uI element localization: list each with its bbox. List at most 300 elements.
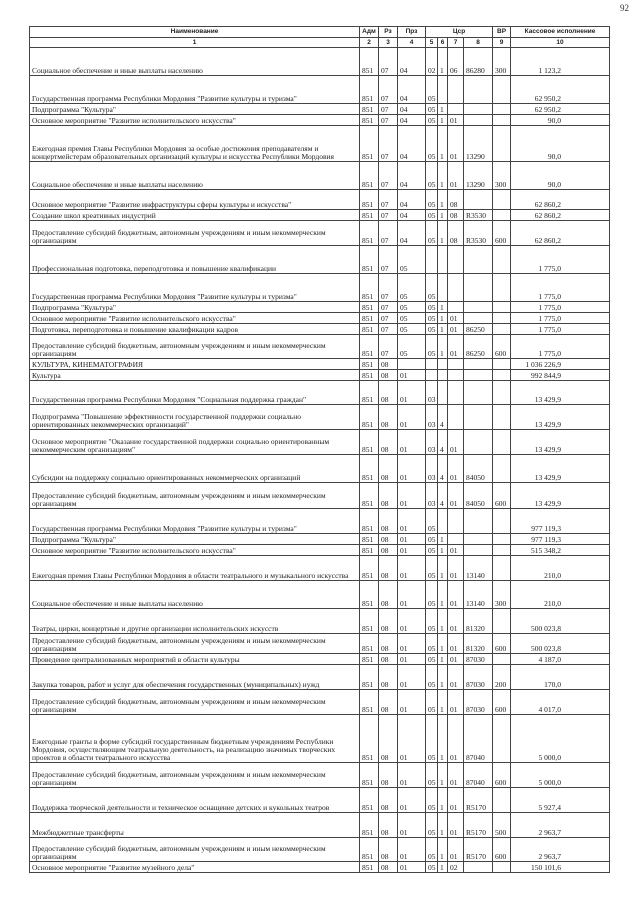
row-csr-direction: 86250 [464,324,493,335]
table-row [30,48,610,76]
column-number: 1 [30,38,360,48]
row-csr-direction [464,302,493,313]
row-vr: 300 [493,162,511,190]
row-amount: 2 963,7 [511,813,610,838]
row-prz: 01 [398,430,426,455]
row-rz: 08 [379,556,398,581]
row-prz: 01 [398,862,426,873]
row-rz: 08 [379,690,398,715]
row-csr-program: 05 [426,690,438,715]
row-amount: 1 775,0 [511,313,610,324]
row-csr-program: 05 [426,302,438,313]
row-csr-subprogram: 1 [438,609,448,634]
header-vr: ВР [493,27,511,38]
row-name: Подпрограмма "Культура" [30,302,360,313]
row-vr: 300 [493,581,511,609]
row-amount: 90,0 [511,126,610,162]
table-row [30,162,610,190]
row-csr-program [426,359,438,370]
row-csr-event: 01 [448,162,464,190]
table-row [30,335,610,359]
column-number: 3 [379,38,398,48]
row-csr-subprogram [438,76,448,104]
row-rz: 07 [379,324,398,335]
row-vr [493,405,511,430]
row-csr-event [448,509,464,534]
row-prz: 04 [398,162,426,190]
row-vr [493,359,511,370]
table-row [30,430,610,455]
row-prz: 04 [398,210,426,221]
row-csr-program: 05 [426,763,438,788]
row-rz: 08 [379,715,398,763]
page-number: 92 [620,3,629,13]
row-amount: 13 429,9 [511,405,610,430]
table-header-row [30,27,610,38]
row-vr [493,381,511,405]
row-prz: 01 [398,483,426,509]
row-csr-event [448,381,464,405]
row-name: Создание школ креативных индустрий [30,210,360,221]
row-csr-event: 02 [448,862,464,873]
row-csr-subprogram: 4 [438,483,448,509]
row-rz: 08 [379,545,398,556]
row-csr-event: 01 [448,665,464,690]
row-csr-direction: 87040 [464,715,493,763]
table-row [30,813,610,838]
row-csr-subprogram: 1 [438,545,448,556]
row-amount: 1 775,0 [511,246,610,274]
row-csr-direction: R5170 [464,838,493,862]
row-csr-direction: 13140 [464,556,493,581]
row-adm: 851 [360,556,379,581]
row-csr-subprogram: 1 [438,862,448,873]
row-csr-event [448,246,464,274]
row-csr-direction: 86280 [464,48,493,76]
row-rz: 08 [379,788,398,813]
column-number: 10 [511,38,610,48]
row-csr-direction: 13290 [464,126,493,162]
row-name: Государственная программа Республики Мордовия "Развитие культуры и туризма" [30,274,360,302]
row-adm: 851 [360,104,379,115]
column-number: 7 [448,38,464,48]
row-amount: 62 950,2 [511,76,610,104]
row-csr-subprogram: 1 [438,104,448,115]
row-vr [493,654,511,665]
table-row [30,190,610,210]
row-prz: 01 [398,788,426,813]
row-csr-event [448,302,464,313]
row-prz: 04 [398,48,426,76]
row-adm: 851 [360,634,379,654]
row-csr-event: 01 [448,430,464,455]
row-csr-program: 05 [426,862,438,873]
row-amount: 4 187,0 [511,654,610,665]
row-rz: 08 [379,862,398,873]
row-amount: 13 429,9 [511,381,610,405]
row-adm: 851 [360,654,379,665]
header-csr: Цср [426,27,493,38]
row-csr-event: 01 [448,788,464,813]
row-adm: 851 [360,609,379,634]
row-vr [493,370,511,381]
row-csr-program: 05 [426,665,438,690]
row-prz: 01 [398,370,426,381]
row-csr-subprogram [438,246,448,274]
table-row [30,104,610,115]
row-prz: 01 [398,665,426,690]
row-csr-event: 08 [448,210,464,221]
row-csr-program: 05 [426,190,438,210]
row-csr-direction: 87030 [464,690,493,715]
table-row [30,302,610,313]
row-adm: 851 [360,162,379,190]
table-row [30,455,610,483]
table-row [30,715,610,763]
row-csr-event: 01 [448,634,464,654]
row-csr-direction [464,313,493,324]
row-name: Ежегодные гранты в форме субсидий государственным бюджетным учреждениям Республики Мордовия, осуществляющим театральную деятельность, на реализацию значимых творческих проектов в области театрального искусства [30,715,360,763]
row-csr-program: 05 [426,162,438,190]
row-amount: 977 119,3 [511,509,610,534]
table-row [30,556,610,581]
column-number: 2 [360,38,379,48]
table-row [30,690,610,715]
row-vr [493,430,511,455]
row-rz: 07 [379,302,398,313]
row-adm: 851 [360,430,379,455]
row-prz: 01 [398,405,426,430]
row-amount: 500 023,8 [511,609,610,634]
row-vr [493,545,511,556]
row-csr-direction [464,359,493,370]
table-row [30,838,610,862]
row-csr-direction: 13290 [464,162,493,190]
row-csr-subprogram: 1 [438,788,448,813]
row-csr-event [448,370,464,381]
row-name: Подпрограмма "Культура" [30,534,360,545]
row-name: Основное мероприятие "Оказание государственной поддержки социально ориентированным некоммерческим организациям" [30,430,360,455]
column-number: 9 [493,38,511,48]
row-csr-direction: 87030 [464,654,493,665]
row-csr-program: 03 [426,455,438,483]
row-adm: 851 [360,455,379,483]
row-rz: 08 [379,665,398,690]
row-csr-program: 05 [426,509,438,534]
row-adm: 851 [360,302,379,313]
row-csr-direction [464,274,493,302]
row-prz: 01 [398,609,426,634]
table-row [30,634,610,654]
row-csr-program: 05 [426,715,438,763]
row-adm: 851 [360,715,379,763]
row-vr [493,115,511,126]
row-vr [493,534,511,545]
row-vr [493,126,511,162]
row-csr-subprogram: 1 [438,690,448,715]
row-name: Театры, цирки, концертные и другие организации исполнительских искусств [30,609,360,634]
row-amount: 13 429,9 [511,430,610,455]
row-csr-program: 05 [426,76,438,104]
row-name: Предоставление субсидий бюджетным, автономным учреждениям и иным некоммерческим организациям [30,335,360,359]
row-rz: 08 [379,654,398,665]
header-amount: Кассовое исполнение [511,27,610,38]
row-name: Предоставление субсидий бюджетным, автономным учреждениям и иным некоммерческим организациям [30,690,360,715]
row-csr-subprogram: 1 [438,162,448,190]
row-adm: 851 [360,690,379,715]
row-name: Субсидии на поддержку социально ориентированных некоммерческих организаций [30,455,360,483]
row-rz: 07 [379,190,398,210]
row-csr-program: 05 [426,609,438,634]
row-csr-subprogram: 1 [438,126,448,162]
row-vr: 600 [493,634,511,654]
row-name: КУЛЬТУРА, КИНЕМАТОГРАФИЯ [30,359,360,370]
row-vr [493,274,511,302]
row-vr [493,190,511,210]
row-csr-event: 01 [448,813,464,838]
row-name: Основное мероприятие "Развитие музейного дела" [30,862,360,873]
row-csr-subprogram [438,509,448,534]
row-csr-subprogram: 1 [438,313,448,324]
row-csr-subprogram: 1 [438,715,448,763]
row-csr-subprogram: 1 [438,210,448,221]
row-prz: 04 [398,76,426,104]
row-prz: 01 [398,813,426,838]
row-amount: 2 963,7 [511,838,610,862]
row-vr [493,210,511,221]
row-csr-direction: R5170 [464,788,493,813]
table-row [30,763,610,788]
row-amount: 992 844,9 [511,370,610,381]
row-adm: 851 [360,665,379,690]
row-name: Основное мероприятие "Развитие исполнительского искусства" [30,545,360,556]
row-rz: 08 [379,359,398,370]
row-csr-program: 03 [426,405,438,430]
row-adm: 851 [360,115,379,126]
row-csr-program: 05 [426,788,438,813]
row-vr [493,302,511,313]
row-adm: 851 [360,335,379,359]
row-adm: 851 [360,359,379,370]
column-number: 4 [398,38,426,48]
row-vr: 600 [493,483,511,509]
row-prz: 01 [398,381,426,405]
row-name: Основное мероприятие "Развитие исполнительского искусства" [30,313,360,324]
row-vr [493,455,511,483]
row-csr-program: 05 [426,335,438,359]
row-csr-subprogram: 1 [438,115,448,126]
row-amount: 1 775,0 [511,324,610,335]
row-name: Социальное обеспечение и иные выплаты населению [30,48,360,76]
row-csr-direction [464,76,493,104]
row-csr-program: 05 [426,581,438,609]
row-rz: 08 [379,581,398,609]
row-csr-program [426,370,438,381]
header-prz: Прз [398,27,426,38]
row-prz: 04 [398,190,426,210]
row-csr-direction: R5170 [464,813,493,838]
row-adm: 851 [360,534,379,545]
row-csr-event: 08 [448,221,464,246]
row-csr-direction [464,405,493,430]
row-csr-event: 01 [448,115,464,126]
row-csr-event: 01 [448,654,464,665]
row-prz: 01 [398,654,426,665]
row-csr-subprogram: 1 [438,534,448,545]
row-name: Государственная программа Республики Мордовия "Социальная поддержка граждан" [30,381,360,405]
row-vr: 600 [493,763,511,788]
row-prz: 05 [398,313,426,324]
row-name: Ежегодная премия Главы Республики Мордовия в области театрального и музыкального искусства [30,556,360,581]
row-prz: 04 [398,221,426,246]
row-amount: 5 000,0 [511,715,610,763]
row-csr-subprogram: 1 [438,302,448,313]
row-csr-direction: 81320 [464,634,493,654]
table-row [30,862,610,873]
row-amount: 170,0 [511,665,610,690]
row-csr-direction [464,190,493,210]
row-csr-direction [464,430,493,455]
row-name: Социальное обеспечение и иные выплаты населению [30,162,360,190]
row-csr-direction [464,862,493,873]
row-name: Предоставление субсидий бюджетным, автономным учреждениям и иным некоммерческим организациям [30,838,360,862]
row-csr-subprogram [438,274,448,302]
row-prz: 05 [398,246,426,274]
row-adm: 851 [360,788,379,813]
row-name: Подпрограмма "Культура" [30,104,360,115]
row-vr: 500 [493,813,511,838]
row-rz: 08 [379,838,398,862]
table-row [30,210,610,221]
row-vr [493,788,511,813]
row-adm: 851 [360,545,379,556]
row-csr-program: 05 [426,210,438,221]
row-prz: 01 [398,556,426,581]
row-csr-direction: R3530 [464,221,493,246]
row-adm: 851 [360,763,379,788]
row-name: Подготовка, переподготовка и повышение квалификации кадров [30,324,360,335]
row-csr-event: 01 [448,838,464,862]
row-name: Предоставление субсидий бюджетным, автономным учреждениям и иным некоммерческим организациям [30,483,360,509]
row-prz: 01 [398,581,426,609]
table-row [30,313,610,324]
row-csr-direction [464,115,493,126]
row-prz: 01 [398,690,426,715]
row-prz: 05 [398,274,426,302]
row-csr-direction: 81320 [464,609,493,634]
row-name: Государственная программа Республики Мордовия "Развитие культуры и туризма" [30,76,360,104]
row-vr [493,862,511,873]
row-vr [493,246,511,274]
row-adm: 851 [360,862,379,873]
row-rz: 07 [379,210,398,221]
row-csr-program: 05 [426,813,438,838]
row-csr-event: 01 [448,690,464,715]
row-name: Государственная программа Республики Мордовия "Развитие культуры и туризма" [30,509,360,534]
row-csr-direction: 84050 [464,455,493,483]
row-rz: 07 [379,48,398,76]
row-name: Профессиональная подготовка, переподготовка и повышение квалификации [30,246,360,274]
table-row [30,534,610,545]
row-rz: 08 [379,381,398,405]
row-csr-event [448,534,464,545]
row-adm: 851 [360,509,379,534]
column-number: 6 [438,38,448,48]
row-name: Ежегодная премия Главы Республики Мордовия за особые достижения преподавателям и концертмейстерам образовательных организаций культуры и искусства Республики Мордовия [30,126,360,162]
row-vr [493,556,511,581]
row-name: Закупка товаров, работ и услуг для обеспечения государственных (муниципальных) нужд [30,665,360,690]
header-rz: Рз [379,27,398,38]
row-rz: 08 [379,430,398,455]
row-csr-subprogram: 1 [438,190,448,210]
row-amount: 210,0 [511,556,610,581]
row-adm: 851 [360,313,379,324]
row-csr-direction [464,545,493,556]
table-row [30,405,610,430]
row-csr-event: 06 [448,48,464,76]
row-amount: 150 101,6 [511,862,610,873]
row-csr-event: 01 [448,455,464,483]
column-number: 8 [464,38,493,48]
row-prz: 01 [398,715,426,763]
row-rz: 07 [379,162,398,190]
row-prz: 01 [398,838,426,862]
row-csr-event [448,274,464,302]
row-csr-event [448,76,464,104]
row-name: Поддержка творческой деятельности и техническое оснащение детских и кукольных театров [30,788,360,813]
row-adm: 851 [360,324,379,335]
row-csr-direction: 87030 [464,665,493,690]
row-amount: 13 429,9 [511,483,610,509]
budget-table [29,26,610,873]
row-rz: 07 [379,246,398,274]
row-vr: 600 [493,221,511,246]
table-row [30,221,610,246]
row-csr-subprogram [438,370,448,381]
row-adm: 851 [360,581,379,609]
row-rz: 07 [379,335,398,359]
row-csr-subprogram: 4 [438,405,448,430]
row-vr [493,509,511,534]
row-csr-program: 05 [426,634,438,654]
row-rz: 08 [379,405,398,430]
row-csr-subprogram: 1 [438,838,448,862]
row-rz: 08 [379,763,398,788]
row-csr-subprogram: 1 [438,335,448,359]
row-adm: 851 [360,210,379,221]
row-adm: 851 [360,221,379,246]
row-amount: 5 927,4 [511,788,610,813]
row-adm: 851 [360,76,379,104]
row-vr [493,324,511,335]
row-csr-subprogram [438,381,448,405]
row-csr-subprogram: 1 [438,763,448,788]
row-adm: 851 [360,813,379,838]
row-csr-event: 01 [448,483,464,509]
row-rz: 08 [379,813,398,838]
row-name: Подпрограмма "Повышение эффективности государственной поддержки социально ориентированных некоммерческих организаций" [30,405,360,430]
row-prz: 05 [398,302,426,313]
row-rz: 07 [379,221,398,246]
table-row [30,581,610,609]
row-csr-event: 01 [448,556,464,581]
table-row [30,246,610,274]
row-csr-program: 03 [426,483,438,509]
table-row [30,545,610,556]
row-rz: 08 [379,455,398,483]
row-csr-subprogram: 1 [438,581,448,609]
row-csr-program: 05 [426,274,438,302]
